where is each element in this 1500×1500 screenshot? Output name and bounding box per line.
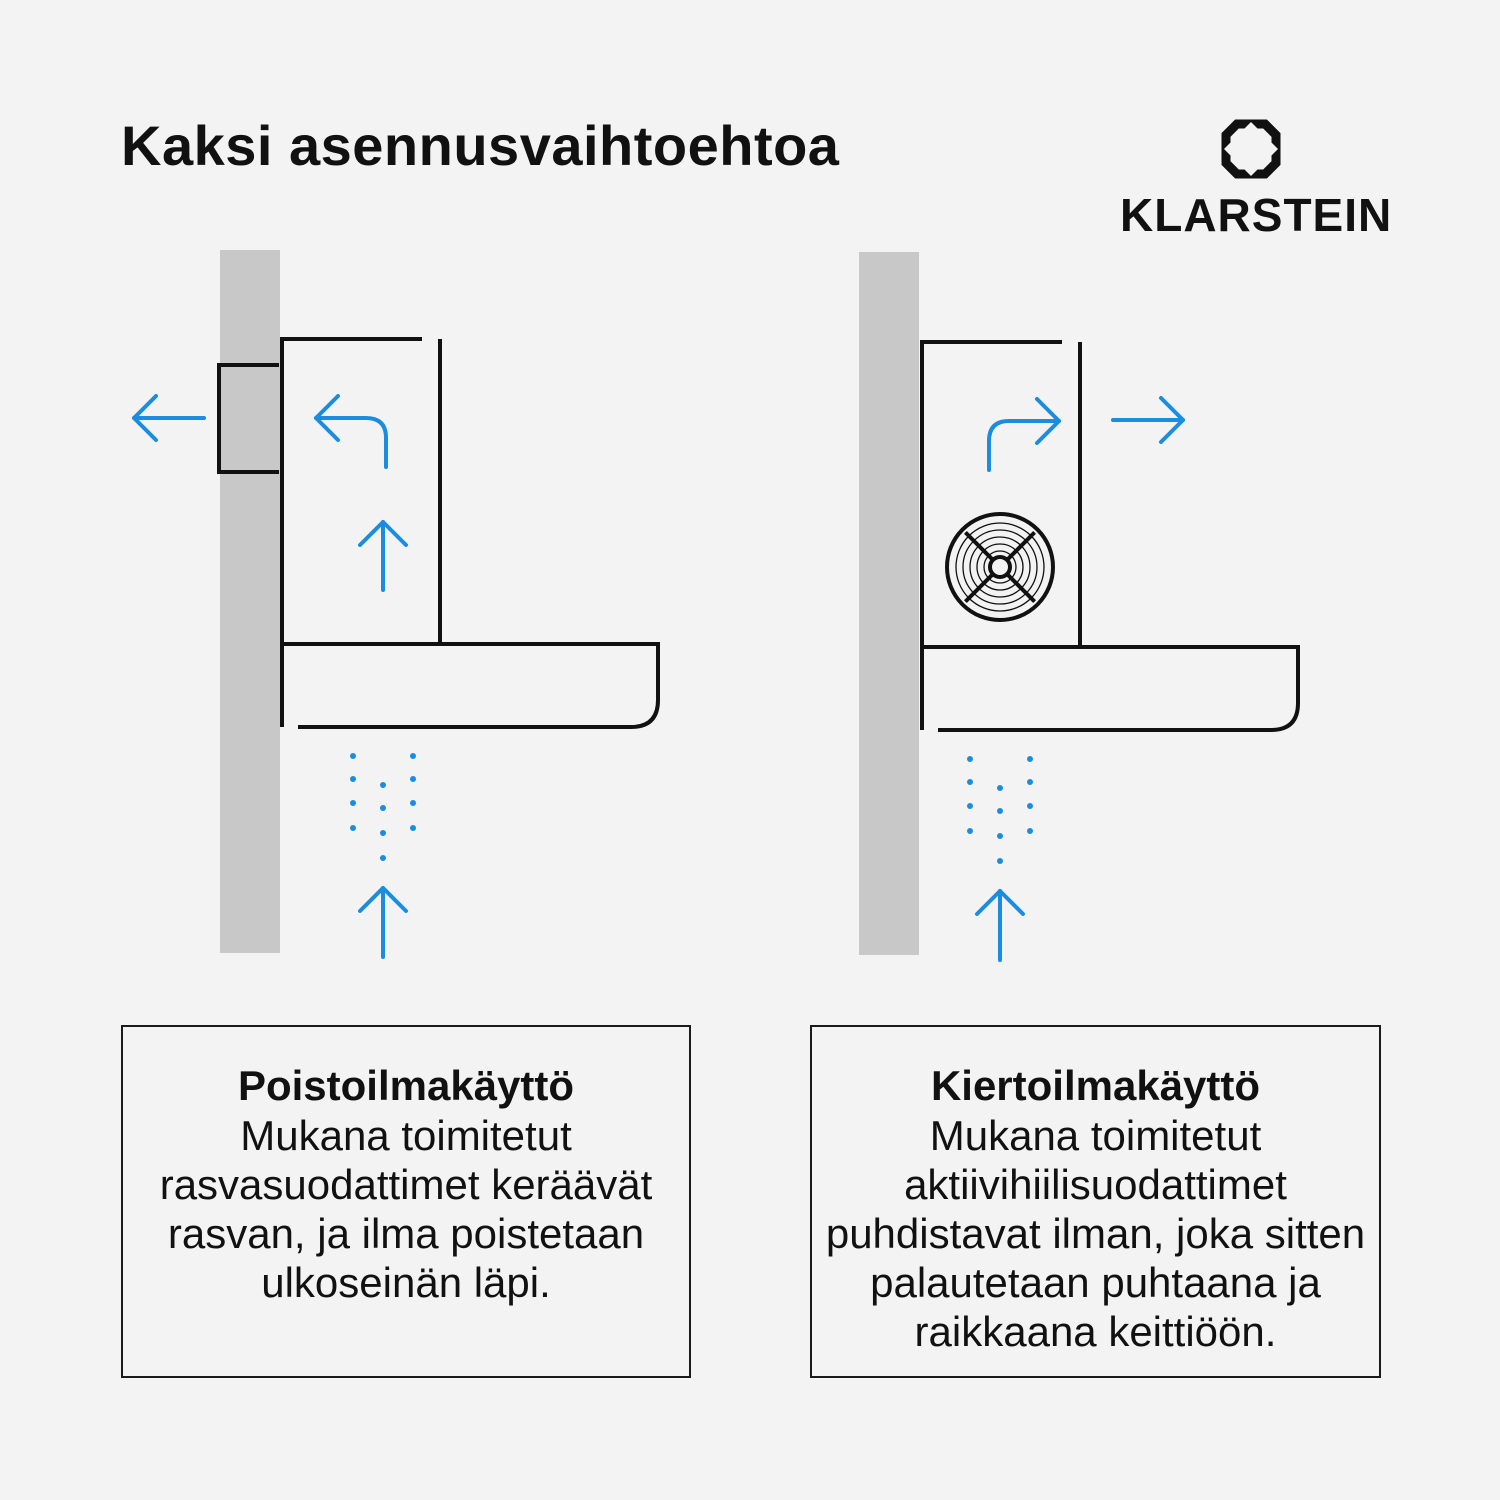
exhaust-mode-card <box>121 1025 691 1378</box>
rising-air-dots <box>350 753 416 861</box>
recirculation-mode-card <box>810 1025 1381 1378</box>
intake-arrow-icon <box>360 888 406 957</box>
exhaust-mode-title: Poistoilmakäyttö <box>237 1062 575 1109</box>
turn-right-arrow-icon <box>989 399 1059 470</box>
intake-arrow-icon <box>977 891 1023 960</box>
recirculation-diagram <box>859 252 1298 960</box>
return-air-arrow-icon <box>1113 398 1183 442</box>
rising-air-dots <box>967 756 1033 864</box>
exhaust-diagram <box>134 250 658 957</box>
hood-canopy <box>282 644 658 727</box>
hood-canopy <box>922 647 1298 730</box>
turn-left-arrow-icon <box>316 396 386 467</box>
fan-icon <box>947 514 1053 620</box>
page-title: Kaksi asennusvaihtoehtoa <box>121 114 840 177</box>
wall <box>220 250 280 953</box>
chimney-housing <box>282 339 422 642</box>
up-arrow-icon <box>360 522 406 590</box>
exhaust-out-arrow-icon <box>134 396 204 440</box>
recirculation-mode-description: Mukana toimitetut aktiivihiilisuodattimet puhdistavat ilman, joka sitten palautetaan puhtaana ja raikkaana keittiöön. <box>825 1112 1366 1355</box>
exhaust-mode-description: Mukana toimitetut rasvasuodattimet keräävät rasvan, ja ilma poistetaan ulkoseinän läpi. <box>159 1112 653 1306</box>
recirculation-mode-title: Kiertoilmakäyttö <box>930 1062 1261 1109</box>
wall-duct-opening <box>219 365 279 472</box>
brand-name: KLARSTEIN <box>1120 189 1393 241</box>
wall <box>859 252 919 955</box>
